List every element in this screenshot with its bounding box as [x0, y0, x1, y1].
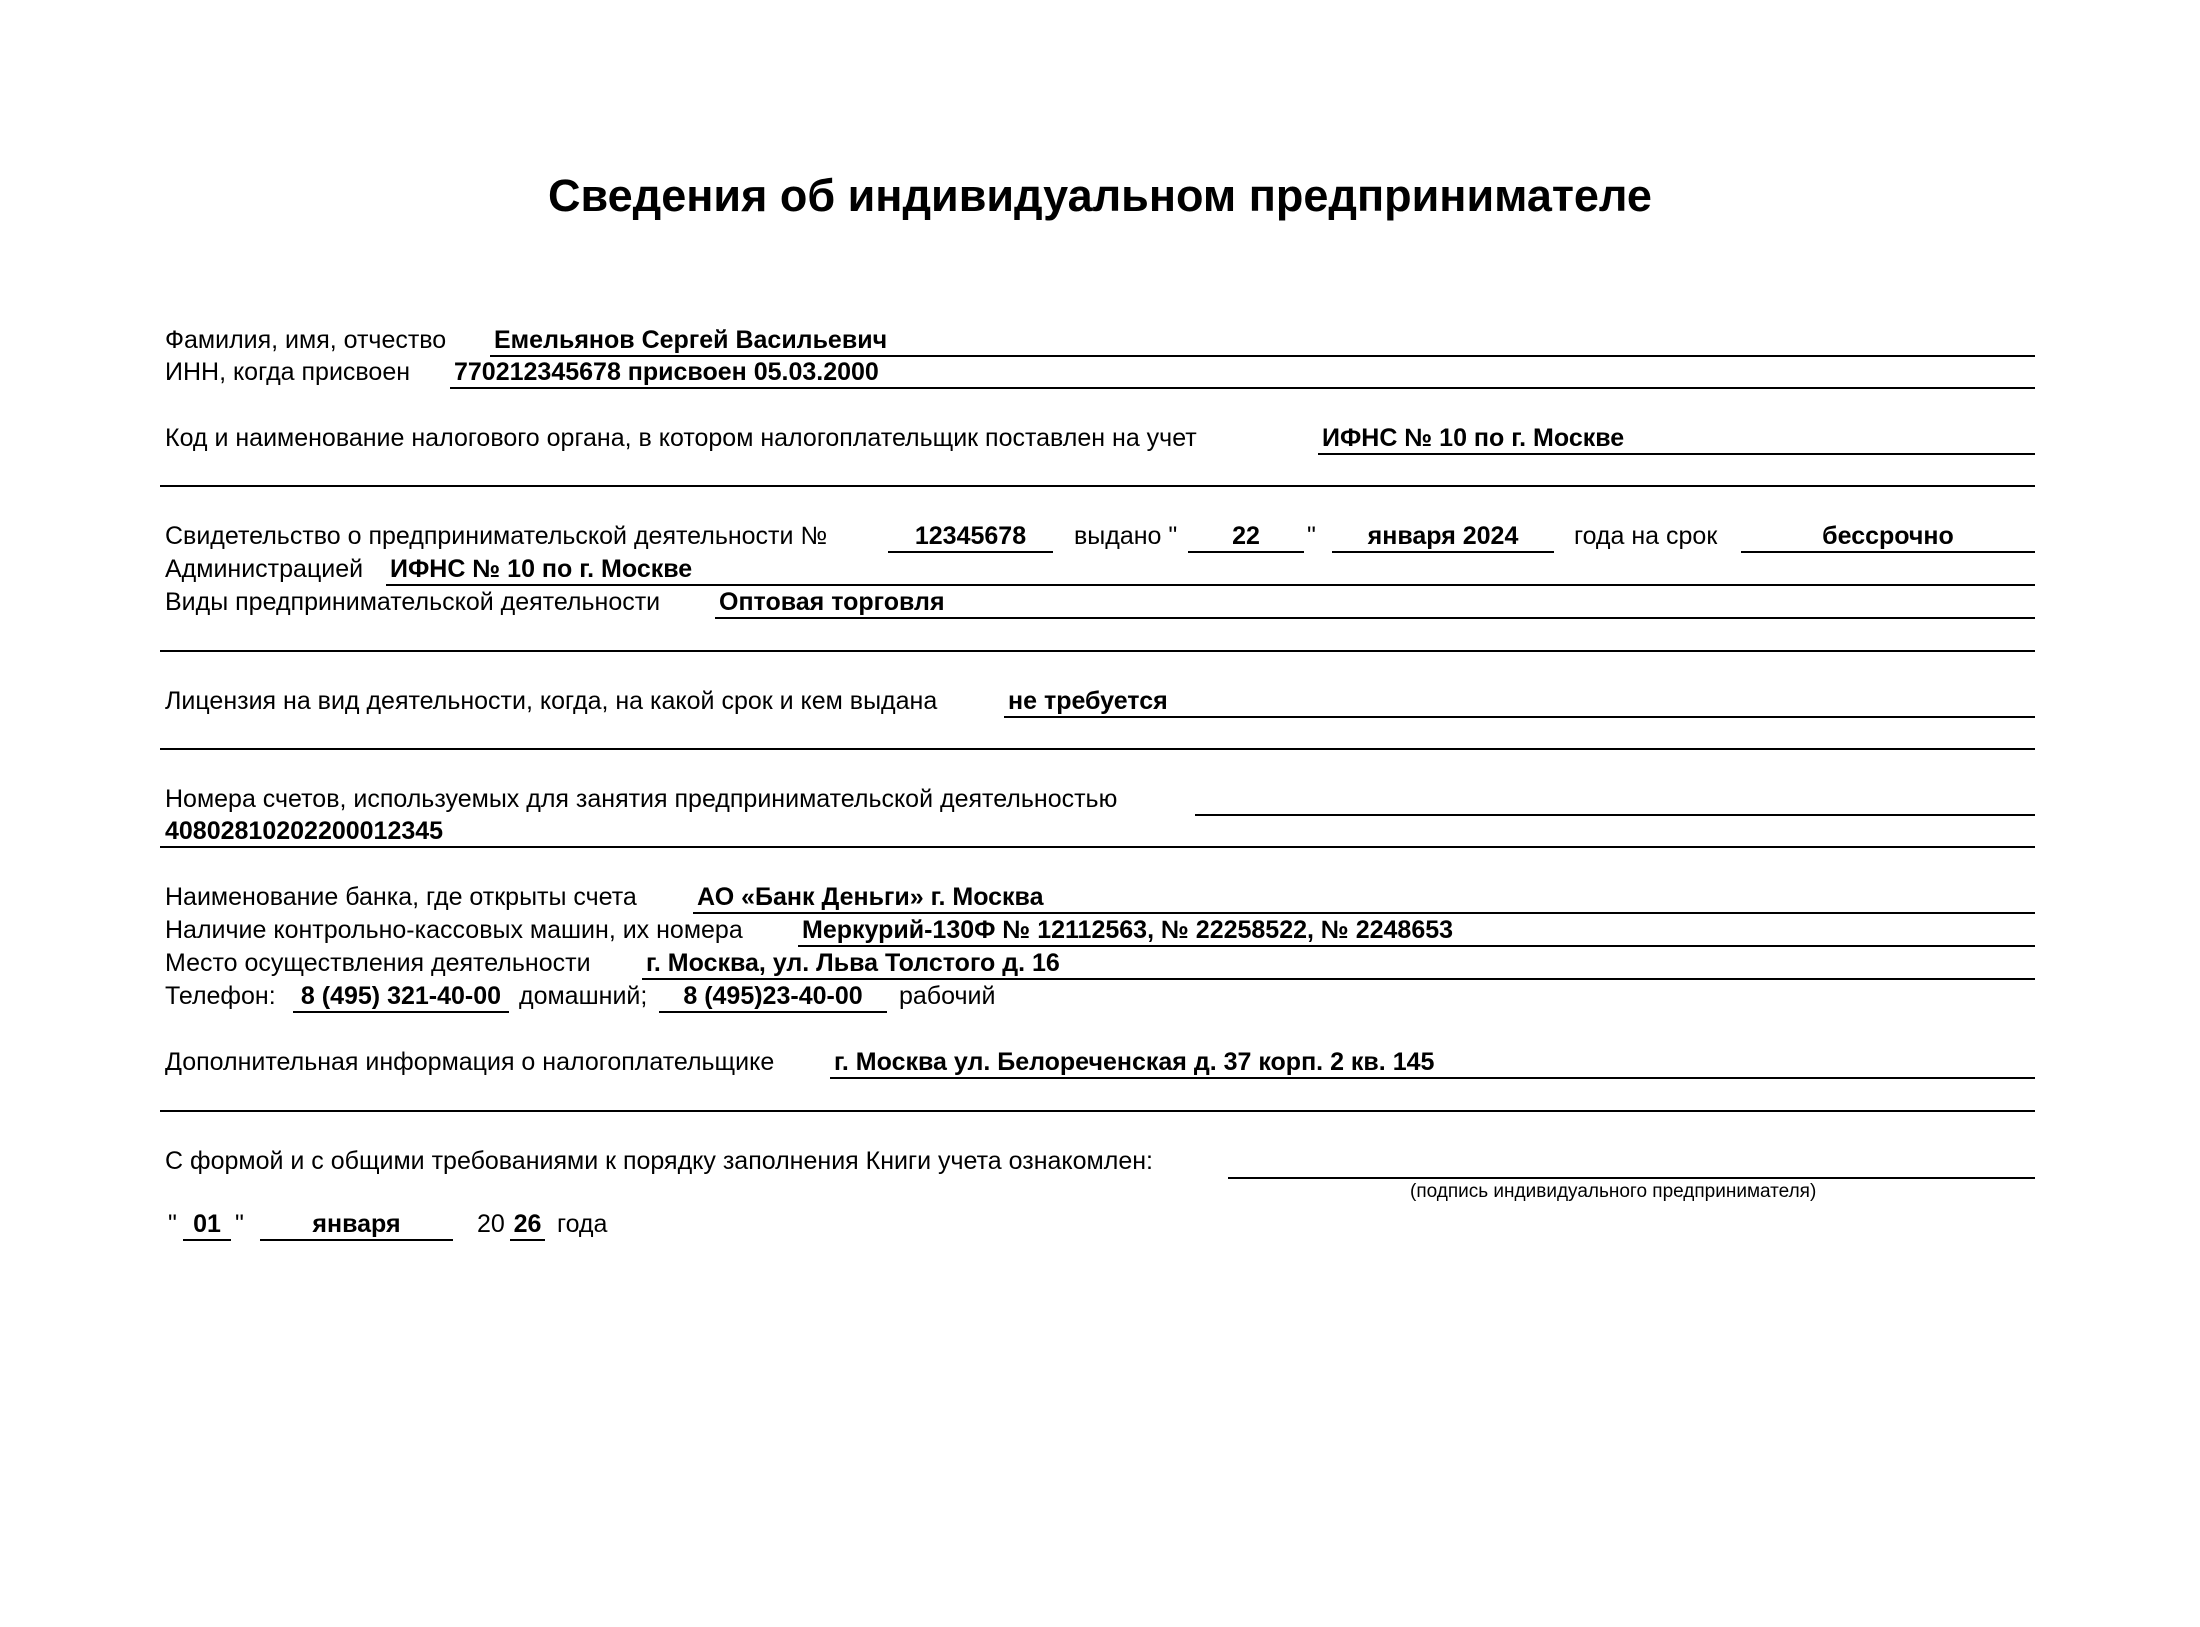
divider	[160, 748, 2035, 750]
certificate-day: 22	[1188, 520, 1304, 553]
administration-label: Администрацией	[165, 555, 364, 583]
inn-label: ИНН, когда присвоен	[165, 358, 411, 386]
activity-label: Виды предпринимательской деятельности	[165, 588, 661, 616]
phone-home-label: домашний;	[519, 982, 648, 1010]
date-day: 01	[183, 1208, 231, 1241]
phone-label: Телефон:	[165, 982, 276, 1010]
date-suffix: года	[557, 1210, 608, 1238]
certificate-number: 12345678	[888, 520, 1053, 553]
date-quote-close: "	[235, 1210, 244, 1238]
cash-machines-value: Меркурий-130Ф № 12112563, № 22258522, № 2248653	[798, 914, 2035, 947]
accounts-label: Номера счетов, используемых для занятия предпринимательской деятельностью	[165, 785, 1118, 813]
additional-value: г. Москва ул. Белореченская д. 37 корп. 2 кв. 145	[830, 1046, 2035, 1079]
certificate-issued-label: выдано "	[1074, 522, 1178, 550]
phone-work-value: 8 (495)23-40-00	[659, 980, 887, 1013]
certificate-term-label: года на срок	[1574, 522, 1718, 550]
license-value: не требуется	[1004, 685, 2035, 718]
fio-value: Емельянов Сергей Васильевич	[490, 324, 2035, 357]
certificate-term: бессрочно	[1741, 520, 2035, 553]
divider	[160, 1110, 2035, 1112]
fio-label: Фамилия, имя, отчество	[165, 326, 447, 354]
tax-authority-value: ИФНС № 10 по г. Москве	[1318, 422, 2035, 455]
date-month: января	[260, 1208, 453, 1241]
accounts-value: 40802810202200012345	[160, 815, 2035, 848]
certificate-quote-close: "	[1307, 522, 1316, 550]
additional-label: Дополнительная информация о налогоплательщике	[165, 1048, 775, 1076]
phone-home-value: 8 (495) 321-40-00	[293, 980, 509, 1013]
acquainted-label: С формой и с общими требованиями к порядку заполнения Книги учета ознакомлен:	[165, 1147, 1153, 1175]
date-quote-open: "	[168, 1210, 177, 1238]
phone-work-label: рабочий	[899, 982, 996, 1010]
administration-value: ИФНС № 10 по г. Москве	[386, 553, 2035, 586]
date-century: 20	[477, 1210, 505, 1238]
signature-line	[1228, 1177, 2035, 1179]
divider	[160, 650, 2035, 652]
page-title: Сведения об индивидуальном предпринимателе	[548, 170, 1652, 221]
bank-value: АО «Банк Деньги» г. Москва	[693, 881, 2035, 914]
cash-machines-label: Наличие контрольно-кассовых машин, их номера	[165, 916, 743, 944]
signature-caption: (подпись индивидуального предпринимателя)	[1410, 1181, 1817, 1202]
bank-label: Наименование банка, где открыты счета	[165, 883, 637, 911]
tax-authority-label: Код и наименование налогового органа, в котором налогоплательщик поставлен на учет	[165, 424, 1197, 452]
activity-value: Оптовая торговля	[715, 586, 2035, 619]
date-year: 26	[510, 1208, 545, 1241]
place-value: г. Москва, ул. Льва Толстого д. 16	[642, 947, 2035, 980]
place-label: Место осуществления деятельности	[165, 949, 591, 977]
certificate-label: Свидетельство о предпринимательской деятельности №	[165, 522, 828, 550]
divider	[160, 485, 2035, 487]
certificate-month-year: января 2024	[1332, 520, 1554, 553]
license-label: Лицензия на вид деятельности, когда, на какой срок и кем выдана	[165, 687, 938, 715]
inn-value: 770212345678 присвоен 05.03.2000	[450, 356, 2035, 389]
